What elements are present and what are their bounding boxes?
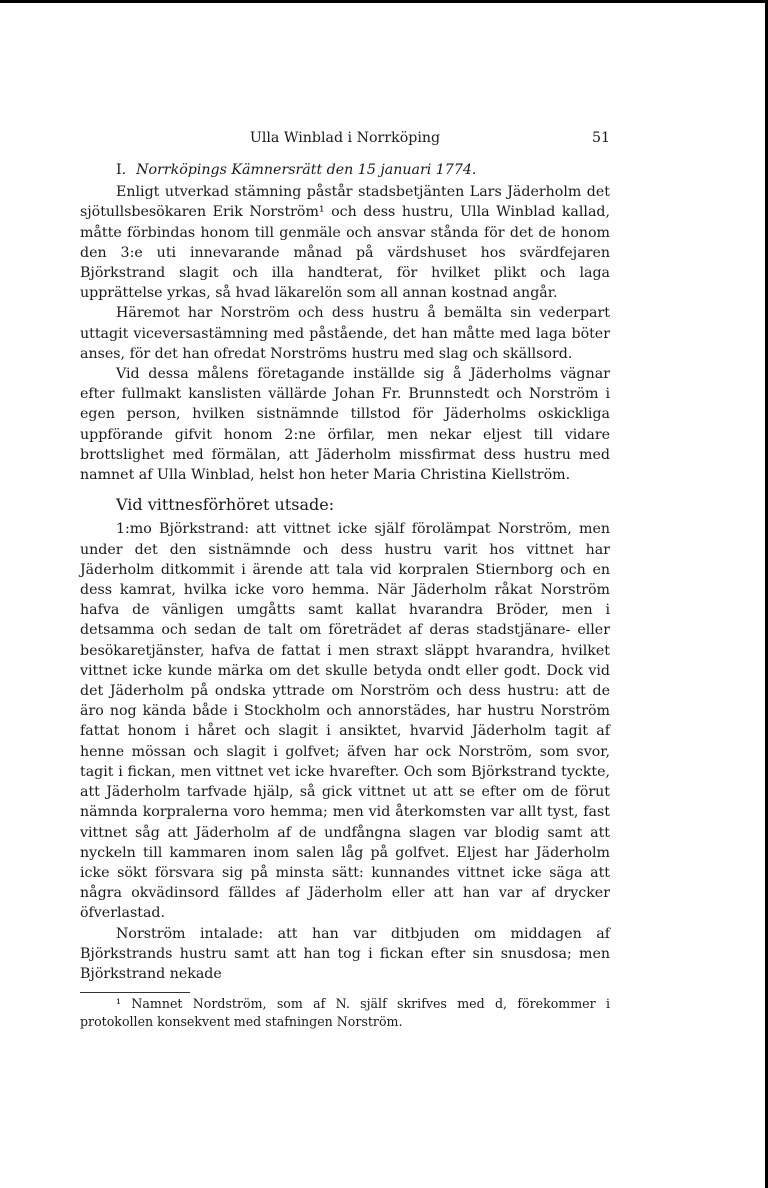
paragraph-testimony-bjorkstrand: 1:mo Björkstrand: att vittnet icke själf förolämpat Norström, men under det den sistnämnde och dess hustru varit hos vittnet har Jäderholm ditkommit i ärende att tala vid korpralen Stiernborg och en dess kamrat, hvilka icke voro hemma. När Jäderholm råkat Norström hafva de vänligen umgåtts samt kallat hvarandra Bröder, men i detsamma och sedan de talt om företrädet af deras stadstjänare- eller besökaretjänster, hafva de fattat i men straxt släppt hvarandra, hvilket vittnet icke kunde märka om det skulle betyda ondt eller godt. Dock vid det Jäderholm på ondska yttrade om Norström och dess hustru: att de äro nog kända både i Stockholm och annorstädes, har hustru Norström fattat honom i håret och slagit i ansiktet, hvarvid Jäderholm tagit af henne mössan och slagit i golfvet; äfven har ock Norström, som svor, tagit i fickan, men vittnet vet icke hvarefter. Och som Björkstrand tyckte, att Jäderholm tarfvade hjälp, så gick vittnet ut att se efter om de förut nämnda korpralerna voro hemma; men vid återkomsten var allt tyst, fast vittnet såg att Jäderholm af de undfångna slagen var blodig samt att nyckeln till kammaren inom salen låg på golfvet. Eljest har Jäderholm icke sökt försvara sig på minsta sätt: kunnandes vittnet icke säga att några okvädinsord fälldes af Jäderholm eller att han var af drycker öfverlastad. xyxy=(80,521,610,922)
footnote-rule xyxy=(80,992,190,993)
section-heading xyxy=(80,160,610,180)
testimony-heading: Vid vittnesförhöret utsade: xyxy=(116,495,335,515)
paragraph-counterclaim: Häremot har Norström och dess hustru å bemälta sin vederpart uttagit viceversastämning med påstående, det han måtte med laga böter anses, för det han ofredat Norströms hustru med slag och skällsord. xyxy=(80,305,610,362)
footnote: ¹ Namnet Nordström, som af N. själf skrifves med d, förekommer i protokollen konsekvent med stafningen Norström. xyxy=(80,996,610,1030)
paragraph-testimony-norstrom: Norström intalade: att han var ditbjuden om middagen af Björkstrands hustru samt att han tog i fickan efter sin snusdosa; men Björkstrand nekade xyxy=(80,925,610,982)
section-title: Norrköpings Kämnersrätt den 15 januari 1774. xyxy=(136,162,477,178)
section-number: I. xyxy=(116,162,127,178)
running-title: Ulla Winblad i Norrköping xyxy=(249,130,441,146)
page-header xyxy=(80,128,610,152)
document-page xyxy=(80,128,610,1031)
scan-edge-top xyxy=(0,0,768,3)
paragraph-hearing: Vid dessa målens företagande inställde sig å Jäderholms vägnar efter fullmakt kanslisten vällärde Johan Fr. Brunnstedt och Norström i egen person, hvilken sistnämnde tillstod för Jäderholms oskickliga uppförande gifvit honom 2:ne örfilar, men nekar eljest till vidare brottslighet med förmälan, att Jäderholm missfirmat dess hustru med namnet af Ulla Winblad, helst hon heter Maria Christina Kiellström. xyxy=(80,366,610,484)
page-number: 51 xyxy=(591,130,610,146)
paragraph-claim: Enligt utverkad stämning påstår stadsbetjänten Lars Jäderholm det sjötullsbesökaren Erik Norström¹ och dess hustru, Ulla Winblad kallad, måtte förbindas honom till genmäle och ansvar stånda för det de honom den 3:e uti innevarande månad på värdshuset hos svärdfejaren Björkstrand slagit och illa handterat, för hvilket plikt och laga upprättelse yrkas, så hvad läkarelön som all annan kostnad angår. xyxy=(80,184,610,302)
